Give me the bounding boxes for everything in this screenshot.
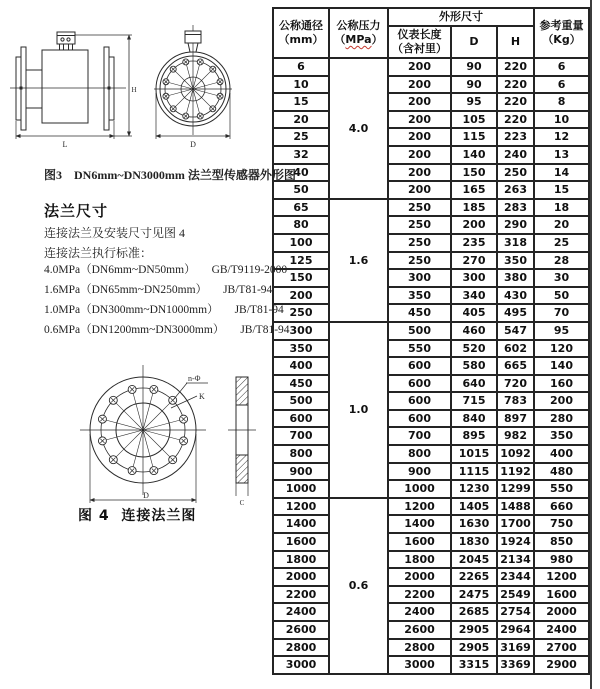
header-weight: 参考重量 （Kg） (534, 8, 589, 58)
header-dimensions: 外形尺寸 (388, 8, 534, 26)
table-cell: 850 (534, 533, 589, 551)
table-cell: 405 (451, 304, 497, 322)
table-row (273, 93, 589, 111)
table-cell: 0.6 (329, 498, 388, 674)
table-cell: 1600 (388, 533, 451, 551)
standard-line (44, 320, 290, 340)
table-cell: 600 (273, 410, 329, 428)
table-row (273, 445, 589, 463)
table-row (273, 128, 589, 146)
table-cell: 25 (273, 128, 329, 146)
table-cell: 1800 (273, 551, 329, 569)
table-cell: 125 (273, 252, 329, 270)
table-cell: 12 (534, 128, 589, 146)
table-cell: 95 (451, 93, 497, 111)
table-cell: 1115 (451, 463, 497, 481)
table-cell: 783 (497, 392, 534, 410)
table-cell: 185 (451, 199, 497, 217)
table-cell: 25 (534, 234, 589, 252)
table-cell: 840 (451, 410, 497, 428)
table-cell: 220 (497, 111, 534, 129)
table-cell: 2045 (451, 551, 497, 569)
table-cell: 200 (388, 181, 451, 199)
table-cell: 250 (497, 164, 534, 182)
table-cell: 140 (451, 146, 497, 164)
table-cell: 200 (388, 76, 451, 94)
table-cell: 800 (388, 445, 451, 463)
table-cell: 1600 (534, 586, 589, 604)
table-row (273, 234, 589, 252)
dim-label-n-phi: n-Φ (188, 374, 201, 383)
table-cell: 2344 (497, 568, 534, 586)
table-cell: 500 (388, 322, 451, 340)
table-cell: 2905 (451, 621, 497, 639)
table-cell: 2685 (451, 603, 497, 621)
table-cell: 1192 (497, 463, 534, 481)
table-cell: 980 (534, 551, 589, 569)
table-cell: 220 (497, 93, 534, 111)
spec-table-container (272, 7, 590, 675)
table-cell: 70 (534, 304, 589, 322)
table-cell: 280 (534, 410, 589, 428)
table-cell: 480 (534, 463, 589, 481)
table-cell: 450 (388, 304, 451, 322)
dim-label-L: L (62, 140, 68, 149)
table-cell: 660 (534, 498, 589, 516)
table-cell: 220 (497, 58, 534, 76)
table-cell: 300 (451, 269, 497, 287)
table-cell: 2754 (497, 603, 534, 621)
table-cell: 15 (534, 181, 589, 199)
table-cell: 30 (534, 269, 589, 287)
table-cell: 895 (451, 427, 497, 445)
standard-spec: 0.6MPa（DN1200mm~DN3000mm） (44, 324, 225, 336)
standard-name: GB/T9119-2000 (211, 264, 288, 276)
table-cell: 580 (451, 357, 497, 375)
table-cell: 2400 (388, 603, 451, 621)
table-row (273, 252, 589, 270)
table-cell: 1230 (451, 480, 497, 498)
standard-line (44, 260, 290, 280)
table-row (273, 287, 589, 305)
table-cell: 105 (451, 111, 497, 129)
table-row (273, 58, 589, 76)
table-cell: 300 (273, 322, 329, 340)
spec-table-body (273, 58, 589, 674)
table-cell: 400 (534, 445, 589, 463)
table-cell: 800 (273, 445, 329, 463)
standard-spec: 1.0MPa（DN300mm~DN1000mm） (44, 304, 219, 316)
table-cell: 95 (534, 322, 589, 340)
flange-section-line1: 连接法兰及安装尺寸见图 4 (44, 226, 186, 240)
dim-label-D: D (190, 140, 196, 149)
table-cell: 2000 (534, 603, 589, 621)
table-row (273, 322, 589, 340)
table-cell: 120 (534, 340, 589, 358)
table-cell: 1.0 (329, 322, 388, 498)
table-row (273, 111, 589, 129)
standard-spec: 4.0MPa（DN6mm~DN50mm） (44, 264, 196, 276)
table-cell: 65 (273, 199, 329, 217)
table-cell: 1299 (497, 480, 534, 498)
table-cell: 2000 (273, 568, 329, 586)
table-cell: 28 (534, 252, 589, 270)
flange-spec-table (272, 7, 590, 675)
table-cell: 1488 (497, 498, 534, 516)
table-cell: 115 (451, 128, 497, 146)
table-cell: 80 (273, 216, 329, 234)
table-cell: 90 (451, 58, 497, 76)
table-cell: 150 (451, 164, 497, 182)
table-cell: 1600 (273, 533, 329, 551)
table-cell: 3000 (388, 656, 451, 674)
table-cell: 900 (273, 463, 329, 481)
table-cell: 14 (534, 164, 589, 182)
figure3-drawing (8, 8, 270, 160)
table-cell: 220 (497, 76, 534, 94)
table-cell: 2475 (451, 586, 497, 604)
table-cell: 3169 (497, 639, 534, 657)
table-cell: 165 (451, 181, 497, 199)
standard-name: JB/T81-94 (234, 304, 284, 316)
table-row (273, 76, 589, 94)
table-cell: 982 (497, 427, 534, 445)
table-row (273, 410, 589, 428)
table-cell: 283 (497, 199, 534, 217)
flange-section-line2: 连接法兰执行标准： (44, 246, 153, 260)
sensor-side-view (10, 32, 132, 139)
table-cell: 250 (388, 216, 451, 234)
table-cell: 90 (451, 76, 497, 94)
table-cell: 18 (534, 199, 589, 217)
table-cell: 897 (497, 410, 534, 428)
table-cell: 1015 (451, 445, 497, 463)
table-row (273, 656, 589, 674)
table-cell: 2900 (534, 656, 589, 674)
table-cell: 100 (273, 234, 329, 252)
table-cell: 8 (534, 93, 589, 111)
table-cell: 3315 (451, 656, 497, 674)
table-cell: 750 (534, 515, 589, 533)
table-cell: 715 (451, 392, 497, 410)
table-cell: 460 (451, 322, 497, 340)
table-cell: 2400 (534, 621, 589, 639)
figure4-drawing (50, 352, 262, 520)
table-cell: 4.0 (329, 58, 388, 199)
table-cell: 2265 (451, 568, 497, 586)
flange-front-view (80, 365, 208, 503)
table-cell: 200 (388, 146, 451, 164)
standard-name: JB/T81-94 (223, 284, 273, 296)
table-cell: 1200 (273, 498, 329, 516)
table-row (273, 357, 589, 375)
table-cell: 1700 (497, 515, 534, 533)
table-row (273, 639, 589, 657)
table-cell: 2134 (497, 551, 534, 569)
table-cell: 2905 (451, 639, 497, 657)
dim-label-D2: D (143, 491, 149, 500)
table-cell: 350 (534, 427, 589, 445)
header-d: D (451, 26, 497, 58)
table-cell: 250 (388, 199, 451, 217)
table-cell: 550 (388, 340, 451, 358)
table-cell: 270 (451, 252, 497, 270)
table-cell: 6 (534, 58, 589, 76)
table-cell: 50 (273, 181, 329, 199)
standard-line (44, 300, 290, 320)
table-cell: 340 (451, 287, 497, 305)
table-row (273, 498, 589, 516)
table-cell: 1630 (451, 515, 497, 533)
table-cell: 2800 (273, 639, 329, 657)
table-cell: 600 (388, 357, 451, 375)
table-cell: 700 (388, 427, 451, 445)
table-row (273, 586, 589, 604)
table-cell: 200 (451, 216, 497, 234)
table-cell: 430 (497, 287, 534, 305)
table-cell: 520 (451, 340, 497, 358)
table-cell: 600 (388, 392, 451, 410)
table-cell: 15 (273, 93, 329, 111)
table-row (273, 463, 589, 481)
table-cell: 1405 (451, 498, 497, 516)
table-cell: 200 (388, 111, 451, 129)
table-cell: 250 (388, 234, 451, 252)
table-row (273, 304, 589, 322)
table-cell: 6 (534, 76, 589, 94)
table-cell: 720 (497, 375, 534, 393)
table-row (273, 392, 589, 410)
table-cell: 250 (388, 252, 451, 270)
dim-label-H: H (131, 86, 137, 94)
table-cell: 263 (497, 181, 534, 199)
table-cell: 200 (388, 93, 451, 111)
table-cell: 20 (534, 216, 589, 234)
table-cell: 160 (534, 375, 589, 393)
table-cell: 640 (451, 375, 497, 393)
table-row (273, 533, 589, 551)
table-cell: 450 (273, 375, 329, 393)
table-cell: 1000 (273, 480, 329, 498)
table-cell: 2400 (273, 603, 329, 621)
table-row (273, 375, 589, 393)
table-row (273, 269, 589, 287)
scan-edge-line (590, 0, 592, 689)
table-row (273, 181, 589, 199)
table-cell: 20 (273, 111, 329, 129)
table-cell: 235 (451, 234, 497, 252)
flange-standards-list (44, 260, 290, 340)
table-cell: 1092 (497, 445, 534, 463)
table-cell: 250 (273, 304, 329, 322)
table-cell: 1400 (273, 515, 329, 533)
table-cell: 200 (273, 287, 329, 305)
table-cell: 1000 (388, 480, 451, 498)
table-cell: 300 (388, 269, 451, 287)
table-row (273, 480, 589, 498)
header-h: H (497, 26, 534, 58)
table-cell: 140 (534, 357, 589, 375)
table-cell: 2964 (497, 621, 534, 639)
table-row (273, 199, 589, 217)
table-cell: 318 (497, 234, 534, 252)
figure4-caption: 图 4 连接法兰图 (78, 508, 197, 524)
table-cell: 495 (497, 304, 534, 322)
flange-section-heading: 法兰尺寸 (44, 202, 109, 220)
table-cell: 3369 (497, 656, 534, 674)
table-cell: 2200 (388, 586, 451, 604)
table-row (273, 164, 589, 182)
table-cell: 32 (273, 146, 329, 164)
table-cell: 2600 (388, 621, 451, 639)
table-cell: 10 (534, 111, 589, 129)
table-cell: 3000 (273, 656, 329, 674)
dim-label-K: K (199, 392, 205, 401)
table-row (273, 551, 589, 569)
table-row (273, 603, 589, 621)
table-cell: 1830 (451, 533, 497, 551)
table-cell: 547 (497, 322, 534, 340)
table-row (273, 568, 589, 586)
table-cell: 200 (388, 58, 451, 76)
dim-label-C: C (239, 499, 245, 507)
standard-line (44, 280, 290, 300)
table-cell: 500 (273, 392, 329, 410)
table-cell: 350 (273, 340, 329, 358)
table-row (273, 515, 589, 533)
table-cell: 13 (534, 146, 589, 164)
table-cell: 6 (273, 58, 329, 76)
standard-name: JB/T81-94 (240, 324, 290, 336)
table-cell: 150 (273, 269, 329, 287)
table-cell: 200 (388, 164, 451, 182)
table-cell: 700 (273, 427, 329, 445)
table-cell: 600 (388, 410, 451, 428)
table-cell: 665 (497, 357, 534, 375)
table-cell: 2200 (273, 586, 329, 604)
table-cell: 602 (497, 340, 534, 358)
table-cell: 400 (273, 357, 329, 375)
header-diameter: 公称通径 （mm） (273, 8, 329, 58)
sensor-front-view (154, 25, 232, 139)
table-cell: 550 (534, 480, 589, 498)
table-cell: 2000 (388, 568, 451, 586)
table-cell: 350 (497, 252, 534, 270)
table-row (273, 340, 589, 358)
table-row (273, 427, 589, 445)
table-cell: 1400 (388, 515, 451, 533)
table-cell: 2800 (388, 639, 451, 657)
header-meter-length: 仪表长度 （含衬里） (388, 26, 451, 58)
table-cell: 2549 (497, 586, 534, 604)
table-cell: 2700 (534, 639, 589, 657)
table-cell: 1924 (497, 533, 534, 551)
table-cell: 10 (273, 76, 329, 94)
table-cell: 1200 (534, 568, 589, 586)
table-cell: 40 (273, 164, 329, 182)
table-cell: 900 (388, 463, 451, 481)
table-row (273, 216, 589, 234)
header-pressure: 公称压力 （MPa） (329, 8, 388, 58)
figure3-caption: 图3 DN6mm~DN3000mm 法兰型传感器外形图 (44, 168, 296, 182)
table-cell: 240 (497, 146, 534, 164)
table-cell: 50 (534, 287, 589, 305)
table-cell: 1.6 (329, 199, 388, 322)
standard-spec: 1.6MPa（DN65mm~DN250mm） (44, 284, 208, 296)
table-cell: 1200 (388, 498, 451, 516)
flange-section-view (228, 377, 256, 496)
table-row (273, 146, 589, 164)
table-cell: 2600 (273, 621, 329, 639)
table-cell: 600 (388, 375, 451, 393)
table-cell: 290 (497, 216, 534, 234)
table-cell: 1800 (388, 551, 451, 569)
table-cell: 350 (388, 287, 451, 305)
table-cell: 380 (497, 269, 534, 287)
table-cell: 200 (388, 128, 451, 146)
table-cell: 200 (534, 392, 589, 410)
table-row (273, 621, 589, 639)
table-cell: 223 (497, 128, 534, 146)
